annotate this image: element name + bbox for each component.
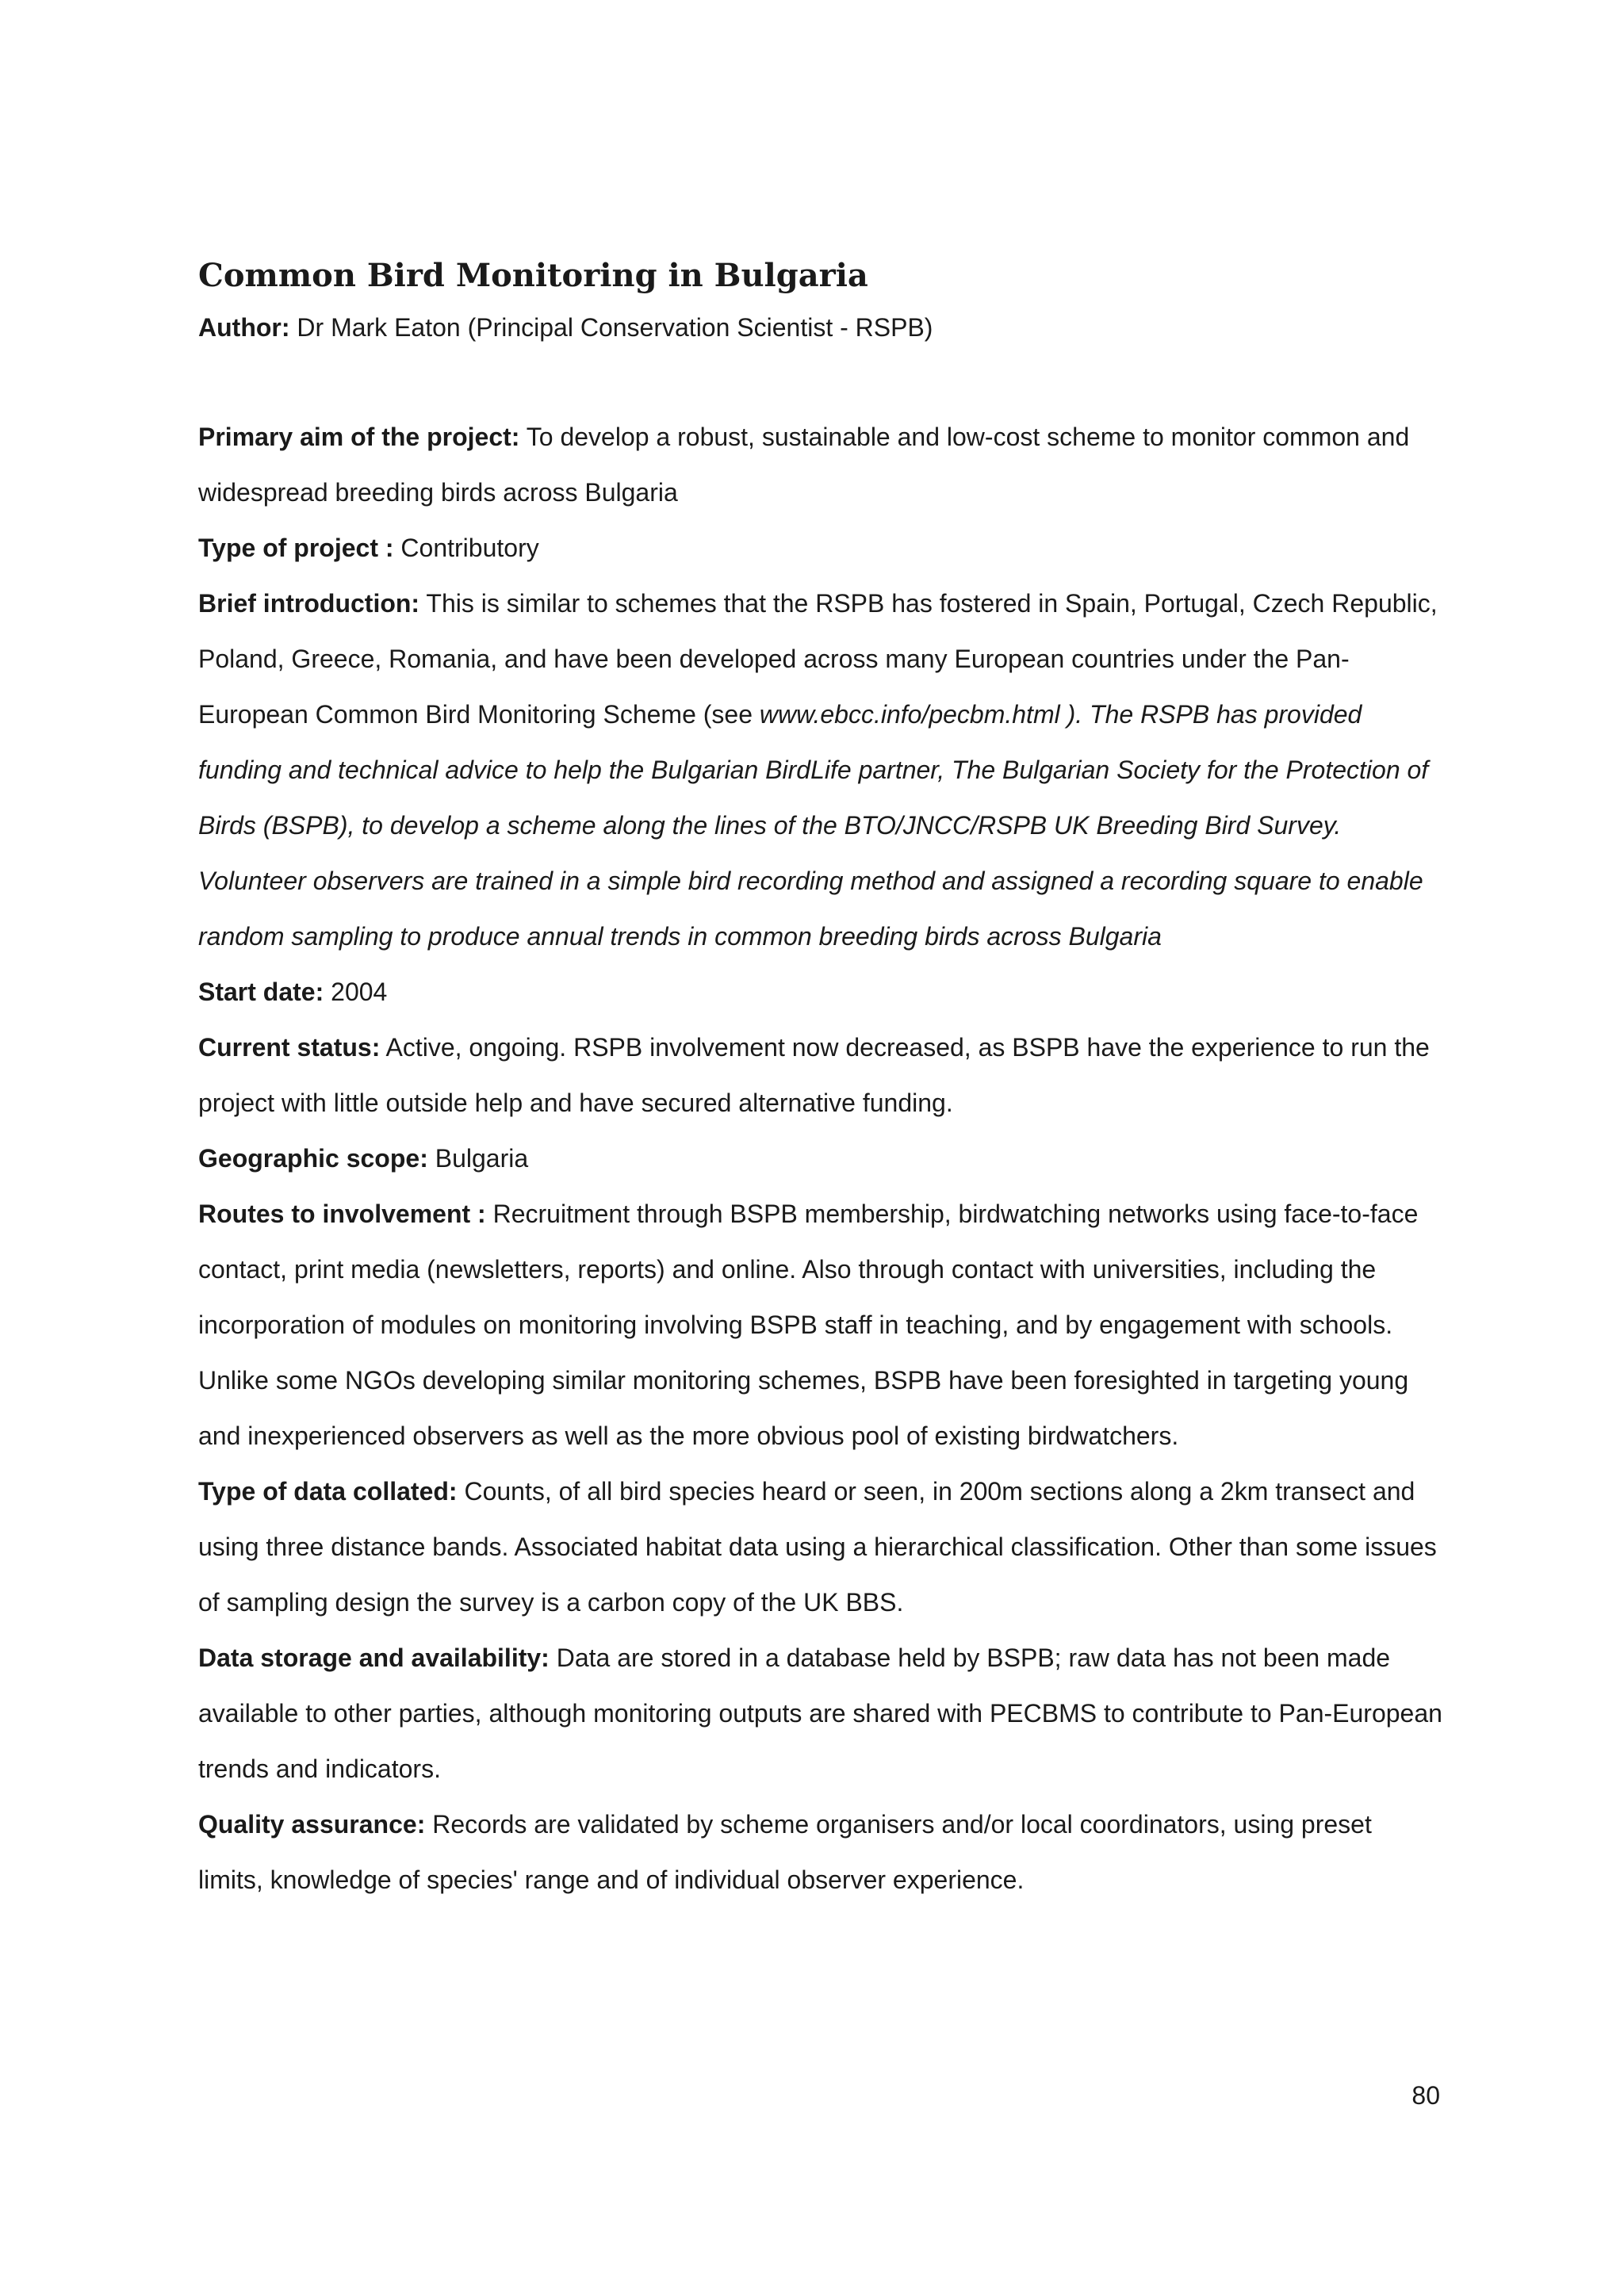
page-title: Common Bird Monitoring in Bulgaria [198, 257, 868, 294]
field-data-storage [198, 1630, 1443, 1797]
field-geographic-scope [198, 1131, 1443, 1186]
field-value: Data are stored in a database held by BSPB; raw data has not been made available to other parties, although monitoring outputs are shared with PECBMS to contribute to Pan-European trends and indicators. [198, 1644, 1442, 1783]
field-value: To develop a robust, sustainable and low-cost scheme to monitor common and widespread breeding birds across Bulgaria [198, 423, 1410, 507]
field-quality-assurance [198, 1797, 1443, 1908]
project-details [198, 409, 1443, 1908]
page-number: 80 [1411, 2081, 1440, 2110]
field-current-status [198, 1020, 1443, 1131]
field-label: Start date: [198, 978, 324, 1006]
field-label: Type of data collated: [198, 1477, 458, 1506]
field-value-italic: www.ebcc.info/pecbm.html ). The RSPB has provided funding and technical advice to help the Bulgarian BirdLife partner, The Bulgarian Society for the Protection of Birds (BSPB), to develop a scheme along the lines of the BTO/JNCC/RSPB UK Breeding Bird Survey. Volunteer observers are trained in a simple bird recording method and assigned a recording square to enable random sampling to produce annual trends in common breeding birds across Bulgaria [198, 700, 1429, 951]
field-brief-introduction [198, 576, 1443, 964]
field-value: Active, ongoing. RSPB involvement now decreased, as BSPB have the experience to run the project with little outside help and have secured alternative funding. [198, 1033, 1430, 1117]
author-value: Dr Mark Eaton (Principal Conservation Scientist - RSPB) [297, 313, 933, 342]
document-page [198, 252, 1443, 1908]
field-label: Routes to involvement : [198, 1200, 486, 1228]
field-label: Brief introduction: [198, 589, 420, 618]
field-value: Recruitment through BSPB membership, birdwatching networks using face-to-face contact, print media (newsletters, reports) and online. Also through contact with universities, including the incorporation of modules on monitoring involving BSPB staff in teaching, and by engagement with schools. Unlike some NGOs developing similar monitoring schemes, BSPB have been foresighted in targeting young and inexperienced observers as well as the more obvious pool of existing birdwatchers. [198, 1200, 1419, 1450]
field-primary-aim [198, 409, 1443, 520]
field-label: Geographic scope: [198, 1144, 428, 1173]
field-value: Records are validated by scheme organisers and/or local coordinators, using preset limits, knowledge of species' range and of individual observer experience. [198, 1810, 1372, 1894]
field-value: Bulgaria [435, 1144, 529, 1173]
field-project-type [198, 520, 1443, 576]
field-start-date [198, 964, 1443, 1020]
field-label: Primary aim of the project: [198, 423, 520, 451]
field-label: Type of project : [198, 534, 394, 562]
field-label: Current status: [198, 1033, 381, 1062]
field-data-type [198, 1464, 1443, 1630]
field-label: Data storage and availability: [198, 1644, 550, 1672]
field-value: This is similar to schemes that the RSPB has fostered in Spain, Portugal, Czech Republic, Poland, Greece, Romania, and have been developed across many European countries under the Pan-European Common Bird Monitoring Scheme (see [198, 589, 1438, 729]
field-value: Counts, of all bird species heard or seen, in 200m sections along a 2km transect and using three distance bands. Associated habitat data using a hierarchical classification. Other than some issues of sampling design the survey is a carbon copy of the UK BBS. [198, 1477, 1437, 1617]
field-value: 2004 [331, 978, 388, 1006]
author-line [198, 300, 1443, 355]
field-routes-to-involvement [198, 1186, 1443, 1464]
field-label: Quality assurance: [198, 1810, 426, 1839]
field-value: Contributory [400, 534, 539, 562]
author-label: Author: [198, 313, 290, 342]
